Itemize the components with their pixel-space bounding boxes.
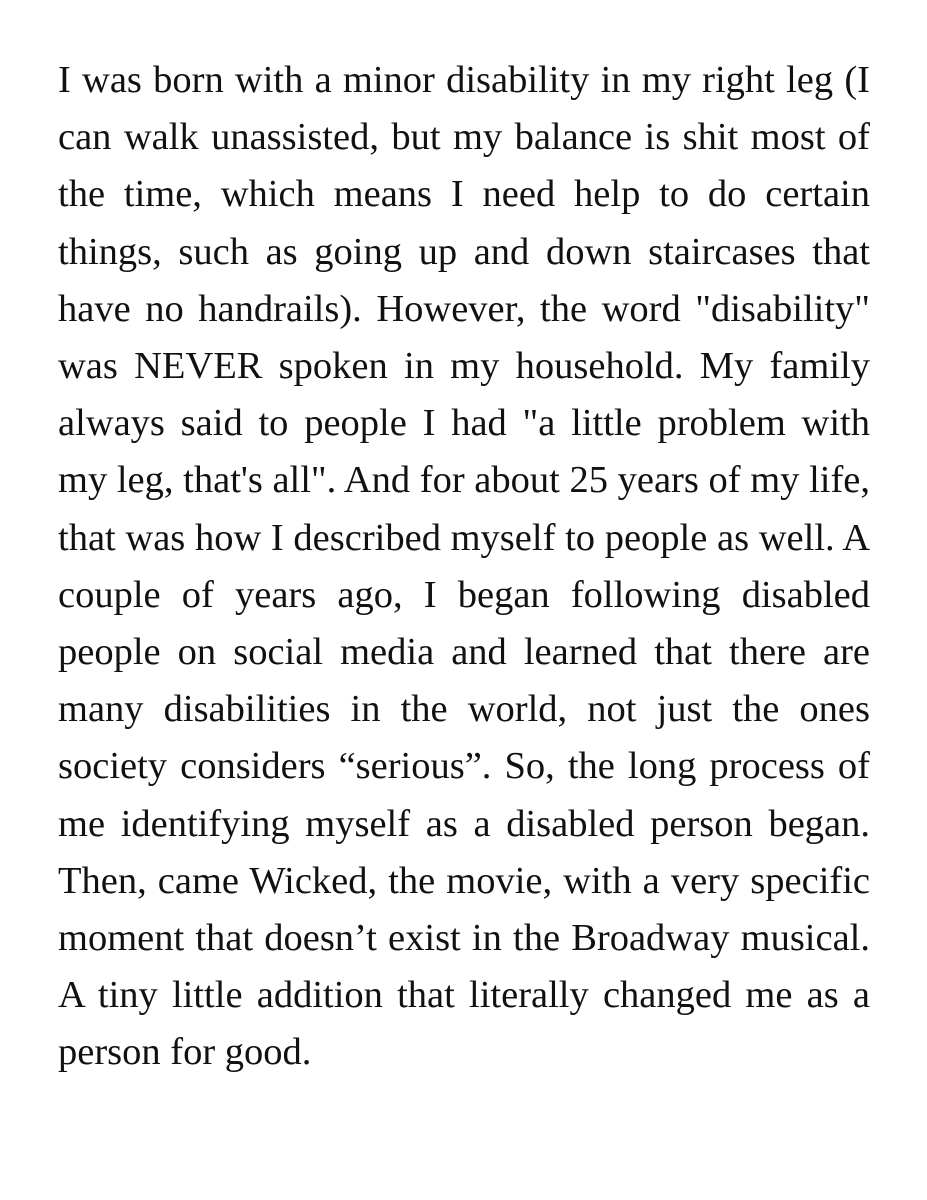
- document-page: [58, 0, 870, 1200]
- body-paragraph: I was born with a minor disability in my right leg (I can walk unassisted, but my balance is shit most of the time, which means I need help to do certain things, such as going up and down staircases that have no handrails). However, the word "disability" was NEVER spoken in my household. My family always said to people I had "a little problem with my leg, that's all". And for about 25 years of my life, that was how I described myself to people as well. A couple of years ago, I began following disabled people on social media and learned that there are many disabilities in the world, not just the ones society considers “serious”. So, the long process of me identifying myself as a disabled person began. Then, came Wicked, the movie, with a very specific moment that doesn’t exist in the Broadway musical. A tiny little addition that literally changed me as a person for good.: [58, 59, 870, 1074]
